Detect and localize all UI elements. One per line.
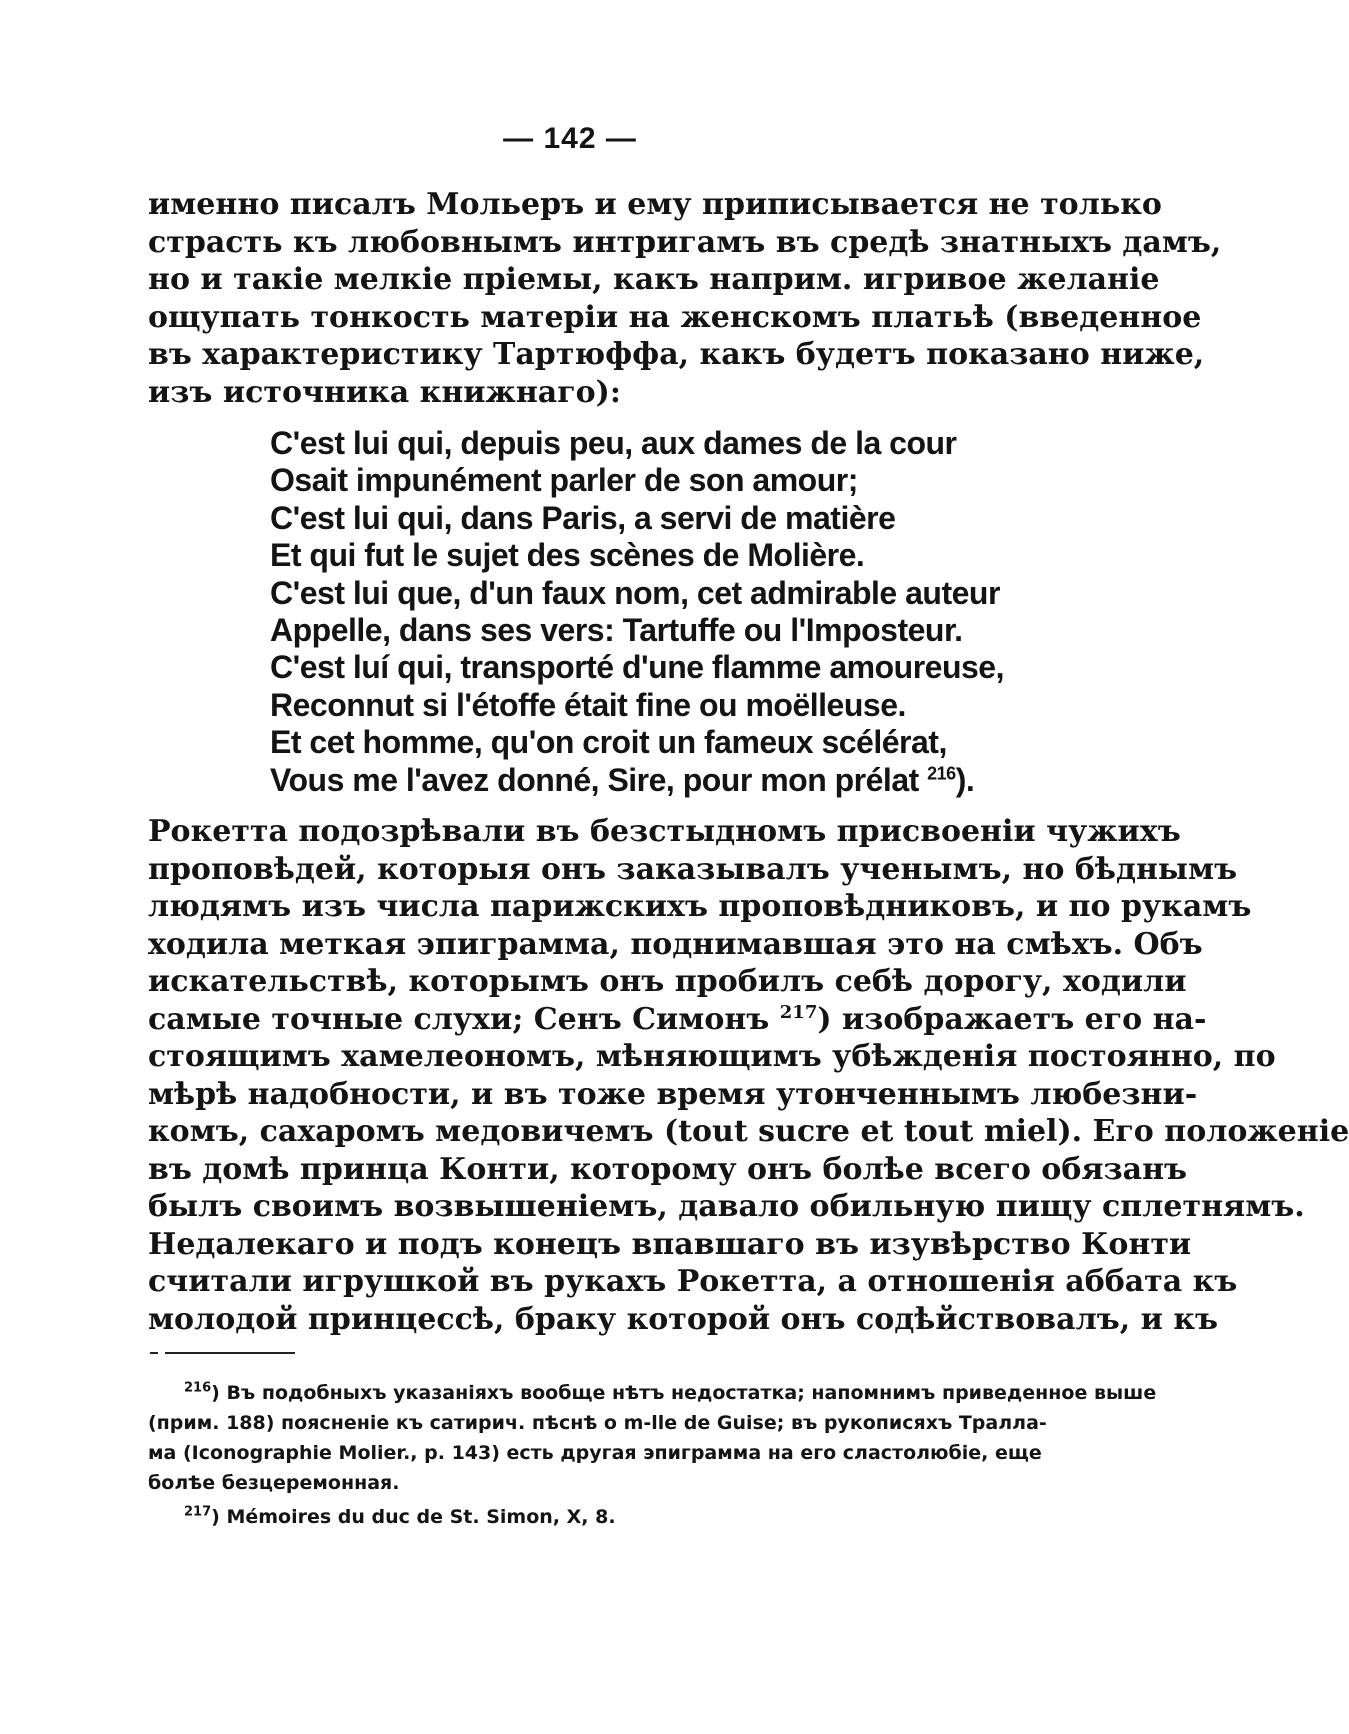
text-line: именно писалъ Мольеръ и ему приписывается не только	[148, 187, 1162, 222]
text-segment: ) изображаетъ его на-	[817, 1001, 1207, 1037]
paragraph-1	[148, 186, 1222, 411]
text-line: проповѣдей, которыя онъ заказывалъ ученымъ, но бѣднымъ	[148, 851, 1238, 887]
footnote-separator	[165, 1352, 295, 1354]
footnote-217-line	[148, 1502, 1020, 1532]
text-line: стоящимъ хамелеономъ, мѣняющимъ убѣжденія постоянно, по	[148, 1039, 1276, 1074]
text-line: но и такіе мелкіе пріемы, какъ наприм. игривое желаніе	[148, 262, 1160, 297]
verse-quote	[270, 425, 1004, 799]
footnote-number-217: 217	[184, 1504, 212, 1520]
text-line: въ характеристику Тартюффа, какъ будетъ показано ниже,	[148, 337, 1205, 372]
paragraph-2	[148, 813, 1349, 1338]
verse-line: C'est lui que, d'un faux nom, cet admirable auteur	[270, 574, 1000, 611]
text-line: былъ своимъ возвышеніемъ, давало обильную пищу сплетнямъ.	[148, 1189, 1305, 1224]
verse-line: C'est luí qui, transporté d'une flamme amoureuse,	[270, 649, 1004, 686]
verse-line: C'est lui qui, dans Paris, a servi de matière	[270, 499, 896, 536]
verse-line-text: Vous me l'avez donné, Sire, pour mon prélat	[270, 761, 919, 798]
text-segment: самые точные слухи; Сенъ Симонъ	[148, 1001, 780, 1037]
text-line: считали игрушкой въ рукахъ Рокетта, а отношенія аббата къ	[148, 1264, 1238, 1299]
footnote-216-line: болѣе безцеремонная.	[148, 1472, 400, 1494]
verse-line-last	[270, 762, 1004, 799]
footnotes	[148, 1378, 1157, 1532]
footnote-216-line: (прим. 188) поясненіе къ сатирич. пѣснѣ о m-lle de Guise; въ рукописяхъ Тралла-	[148, 1412, 1047, 1434]
footnote-number-216: 216	[184, 1380, 212, 1396]
text-line: комъ, сахаромъ медовичемъ (tout sucre et tout miel). Его положеніе	[148, 1114, 1349, 1149]
footnote-text: ) Mémoires du duc de St. Simon, X, 8.	[211, 1506, 616, 1528]
text-line: изъ источника книжнаго):	[148, 374, 621, 410]
footnote-216-line: ма (Iconographie Molier., p. 143) есть другая эпиграмма на его сластолюбіе, еще	[148, 1442, 1042, 1464]
footnote-ref-217: 217	[779, 1001, 818, 1023]
verse-line: Osait impunément parler de son amour;	[270, 462, 858, 499]
footnote-216-line	[148, 1378, 1157, 1408]
verse-line: Appelle, dans ses vers: Tartuffe ou l'Imposteur.	[270, 611, 963, 648]
text-line: искательствѣ, которымъ онъ пробилъ себѣ дорогу, ходили	[148, 964, 1187, 999]
verse-line: Et qui fut le sujet des scènes de Molière.	[270, 537, 865, 574]
text-line: страсть къ любовнымъ интригамъ въ средѣ знатныхъ дамъ,	[148, 224, 1222, 260]
text-line-with-ref	[148, 1001, 1207, 1039]
text-line: молодой принцессѣ, браку которой онъ содѣйствовалъ, и къ	[148, 1301, 1218, 1337]
text-line: мѣрѣ надобности, и въ тоже время утонченнымъ любезни-	[148, 1076, 1198, 1112]
text-line: Недалекаго и подъ конецъ впавшаго въ изувѣрство Конти	[148, 1226, 1192, 1262]
text-line: Рокетта подозрѣвали въ безстыдномъ присвоеніи чужихъ	[148, 814, 1181, 849]
page-number: — 142 —	[503, 122, 637, 155]
text-line: людямъ изъ числа парижскихъ проповѣдниковъ, и по рукамъ	[148, 889, 1252, 924]
text-line: въ домѣ принца Конти, которому онъ болѣе всего обязанъ	[148, 1151, 1188, 1187]
footnote-text: ) Въ подобныхъ указаніяхъ вообще нѣтъ недостатка; напомнимъ приведенное выше	[211, 1382, 1157, 1404]
verse-line: C'est lui qui, depuis peu, aux dames de la cour	[270, 425, 957, 461]
text-line: ходила меткая эпиграмма, поднимавшая это на смѣхъ. Объ	[148, 926, 1203, 962]
verse-line: Reconnut si l'étoffe était fine ou moëlleuse.	[270, 686, 906, 723]
text-line: ощупать тонкость матеріи на женскомъ платьѣ (введенное	[148, 299, 1202, 335]
footnote-separator-dash	[150, 1352, 158, 1354]
verse-line: Et cet homme, qu'on croit un fameux scélérat,	[270, 724, 947, 761]
footnote-ref-216: 216	[927, 762, 956, 783]
verse-end: ).	[955, 761, 975, 798]
